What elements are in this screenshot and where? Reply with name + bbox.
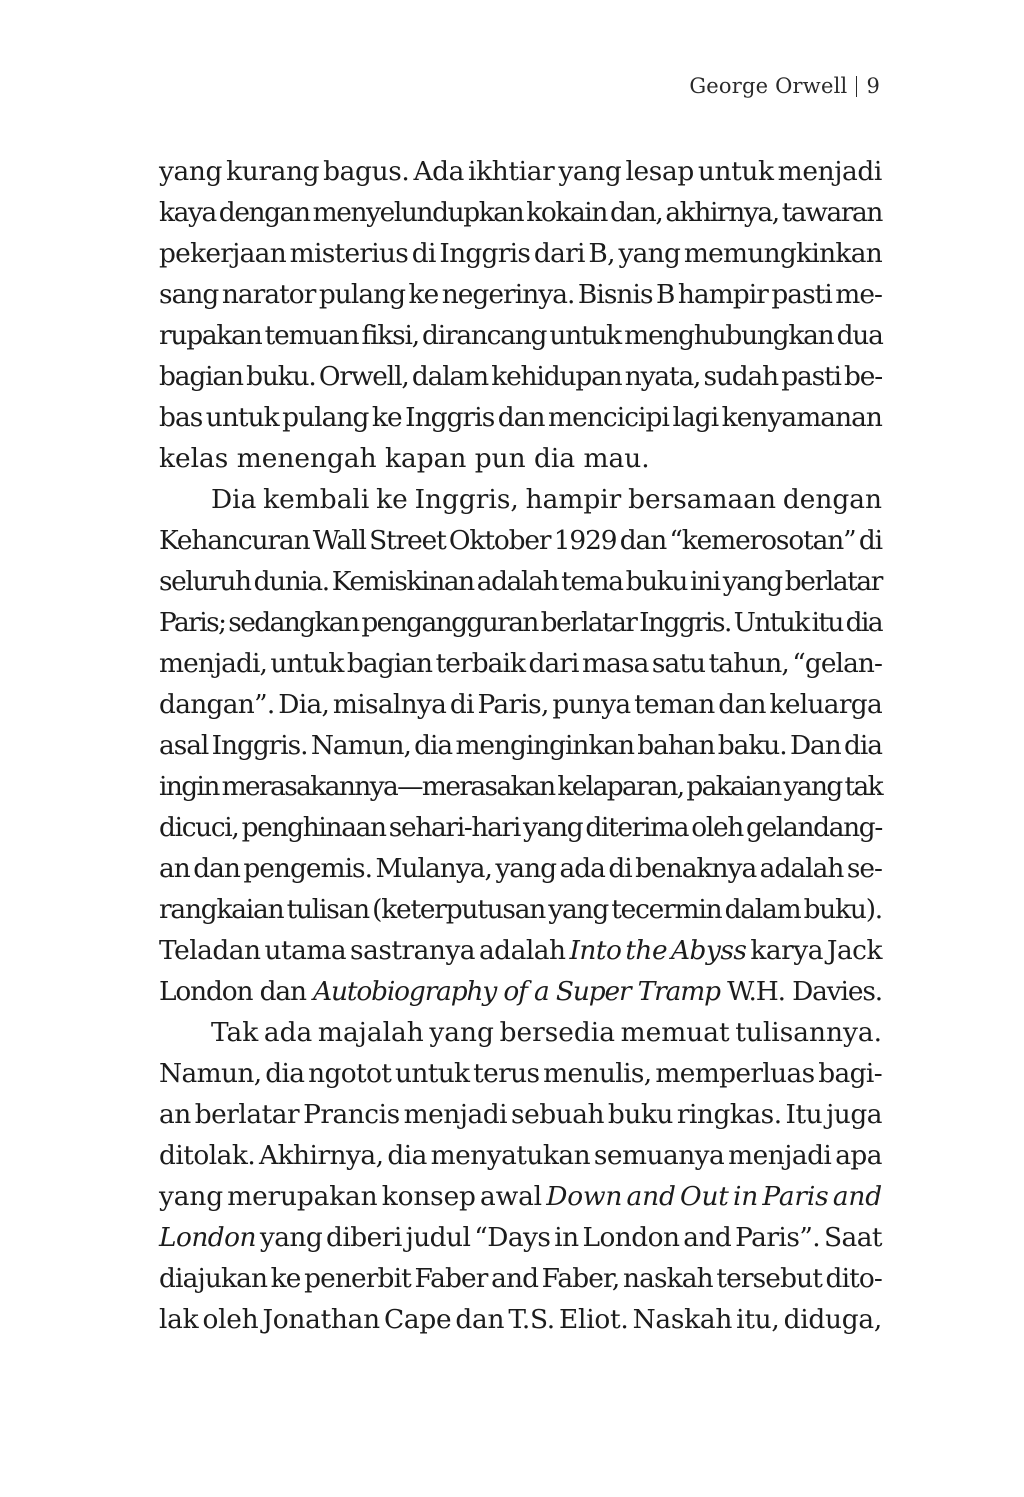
text-run: W.H. Davies. <box>719 976 883 1007</box>
text-run: yang merupakan konsep awal <box>159 1181 547 1212</box>
text-line: bas untuk pulang ke Inggris dan mencicipi lagi kenyamanan <box>159 402 882 433</box>
text-line: lak oleh Jonathan Cape dan T.S. Eliot. Naskah itu, diduga, <box>159 1304 882 1335</box>
body-text <box>159 151 882 1340</box>
text-run: London dan <box>159 976 314 1007</box>
paragraph <box>159 479 882 1012</box>
header-page-number: 9 <box>866 74 880 98</box>
text-line <box>159 930 882 971</box>
header-author: George Orwell <box>689 74 848 98</box>
text-line: sang narator pulang ke negerinya. Bisnis B hampir pasti me- <box>159 279 882 310</box>
text-line: Paris; sedangkan pengangguran berlatar Inggris. Untuk itu dia <box>159 607 882 638</box>
text-line <box>159 1176 882 1217</box>
text-line: kaya dengan menyelundupkan kokain dan, akhirnya, tawaran <box>159 197 882 228</box>
text-line: ditolak. Akhirnya, dia menyatukan semuanya menjadi apa <box>159 1140 883 1171</box>
paragraph <box>159 151 882 479</box>
header-separator <box>856 76 857 97</box>
text-line: pekerjaan misterius di Inggris dari B, yang memungkinkan <box>159 238 882 269</box>
text-run: yang diberi judul “Days in London and Paris”. Saat <box>255 1222 882 1253</box>
text-line: Namun, dia ngotot untuk terus menulis, memperluas bagi- <box>159 1058 882 1089</box>
text-line <box>159 971 882 1012</box>
text-line: Dia kembali ke Inggris, hampir bersamaan dengan <box>211 484 882 515</box>
paragraph <box>159 1012 882 1340</box>
text-line: kelas menengah kapan pun dia mau. <box>159 443 650 474</box>
text-line: dicuci, penghinaan sehari-hari yang diterima oleh gelandang- <box>159 812 882 843</box>
text-line: menjadi, untuk bagian terbaik dari masa satu tahun, “gelan- <box>159 648 882 679</box>
book-title: Autobiography of a Super Tramp <box>313 976 720 1007</box>
text-line: ingin merasakannya—merasakan kelaparan, pakaian yang tak <box>159 771 882 802</box>
text-line: yang kurang bagus. Ada ikhtiar yang lesap untuk menjadi <box>159 156 882 187</box>
text-line: seluruh dunia. Kemiskinan adalah tema buku ini yang berlatar <box>159 566 882 597</box>
text-run: karya Jack <box>746 935 882 966</box>
text-line: bagian buku. Orwell, dalam kehidupan nyata, sudah pasti be- <box>159 361 882 392</box>
text-line: diajukan ke penerbit Faber and Faber, naskah tersebut dito- <box>159 1263 882 1294</box>
book-title: London <box>159 1222 256 1253</box>
text-line: an berlatar Prancis menjadi sebuah buku ringkas. Itu juga <box>159 1099 882 1130</box>
running-head <box>689 74 880 98</box>
text-line: Kehancuran Wall Street Oktober 1929 dan “kemerosotan” di <box>159 525 882 556</box>
book-title: Down and Out in Paris and <box>546 1181 883 1212</box>
text-line <box>159 1217 882 1258</box>
book-title: Into the Abyss <box>569 935 747 966</box>
text-line: rupakan temuan fiksi, dirancang untuk menghubungkan dua <box>159 320 883 351</box>
text-line: asal Inggris. Namun, dia menginginkan bahan baku. Dan dia <box>159 730 882 761</box>
text-line: Tak ada majalah yang bersedia memuat tulisannya. <box>211 1017 882 1048</box>
text-line: dangan”. Dia, misalnya di Paris, punya teman dan keluarga <box>159 689 882 720</box>
text-run: Teladan utama sastranya adalah <box>159 935 570 966</box>
text-line: an dan pengemis. Mulanya, yang ada di benaknya adalah se- <box>159 853 882 884</box>
text-line: rangkaian tulisan (keterputusan yang tecermin dalam buku). <box>159 894 882 925</box>
